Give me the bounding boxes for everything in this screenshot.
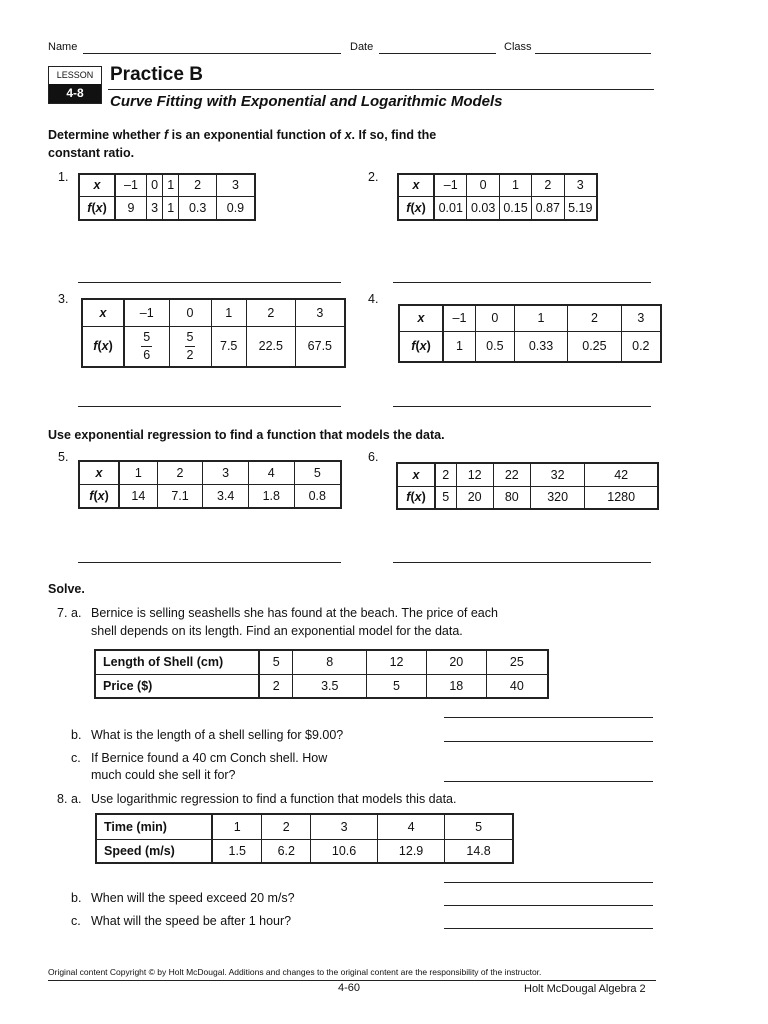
fx-header: f(x) (79, 484, 119, 508)
table-cell: 12 (456, 463, 493, 486)
answer-line-3[interactable] (78, 406, 341, 407)
page-title: Practice B (110, 64, 203, 85)
problem-8-table (95, 813, 514, 864)
table-cell: 20 (426, 650, 486, 674)
table-cell: 3 (564, 174, 597, 196)
table-cell: 4 (378, 814, 445, 839)
page-subtitle: Curve Fitting with Exponential and Logarithmic Models (110, 93, 503, 110)
table-cell: –1 (443, 305, 475, 331)
table-cell: 25 (486, 650, 548, 674)
table-cell: 0 (169, 299, 211, 326)
answer-line-8c[interactable] (444, 928, 653, 929)
problem-1-table (78, 173, 256, 221)
table-cell: 14 (119, 484, 157, 508)
table-cell: 40 (486, 674, 548, 698)
x-header: x (79, 174, 115, 196)
table-cell: 0.87 (532, 196, 564, 220)
table-cell: 2 (246, 299, 295, 326)
problem-8a-label: a. (71, 792, 82, 806)
section1-instruction-line2: constant ratio. (48, 146, 135, 160)
table-cell: 12 (367, 650, 427, 674)
copyright-text: Original content Copyright © by Holt McDougal. Additions and changes to the original content are the responsibility of the instructor. (48, 967, 542, 977)
table-cell: 80 (493, 486, 530, 509)
problem-1-number: 1. (58, 170, 69, 184)
answer-line-7a[interactable] (444, 717, 653, 718)
row-header: Price ($) (95, 674, 259, 698)
table-cell: 2 (532, 174, 564, 196)
table-cell: 67.5 (295, 326, 345, 367)
table-cell: 0.5 (475, 331, 514, 362)
table-cell: 20 (456, 486, 493, 509)
table-cell: 0 (146, 174, 162, 196)
table-cell: 1 (119, 461, 157, 484)
table-cell: 32 (530, 463, 585, 486)
problem-6-table (396, 462, 659, 510)
table-cell: 1.5 (212, 839, 262, 863)
problem-3-number: 3. (58, 292, 69, 306)
section1-instruction-line1: Determine whether f is an exponential function of x. If so, find the (48, 128, 437, 142)
section3-heading: Solve. (48, 582, 85, 596)
table-cell: 18 (426, 674, 486, 698)
table-cell: 1 (163, 174, 179, 196)
lesson-badge (48, 66, 102, 104)
table-cell: 14.8 (445, 839, 513, 863)
fraction: $\frac{5}{6}$ (143, 330, 151, 362)
problem-7a-text-line1: Bernice is selling seashells she has found at the beach. The price of each (91, 606, 498, 620)
table-cell: 2 (568, 305, 621, 331)
page-number: 4-60 (338, 982, 361, 994)
table-cell: 22.5 (246, 326, 295, 367)
table-cell: 0.8 (294, 484, 341, 508)
lesson-number: 4-8 (49, 84, 101, 103)
x-header: x (82, 299, 124, 326)
table-cell: 42 (585, 463, 658, 486)
table-cell: 2 (179, 174, 217, 196)
table-cell: 3 (295, 299, 345, 326)
name-label: Name (48, 41, 78, 53)
table-cell: 3 (216, 174, 255, 196)
table-cell: 1 (163, 196, 179, 220)
table-cell: 0 (475, 305, 514, 331)
title-rule (108, 89, 654, 90)
problem-7b-text: What is the length of a shell selling for $9.00? (91, 728, 344, 742)
problem-7c-text-line2: much could she sell it for? (91, 768, 236, 782)
problem-6-number: 6. (368, 450, 379, 464)
table-cell: 1 (443, 331, 475, 362)
fx-header: f(x) (399, 331, 443, 362)
table-cell: 8 (293, 650, 367, 674)
table-cell: 2 (262, 814, 311, 839)
table-cell: 9 (115, 196, 146, 220)
fraction: $\frac{5}{2}$ (186, 330, 194, 362)
problem-2-table (397, 173, 598, 221)
table-cell: 5 (445, 814, 513, 839)
class-label: Class (504, 41, 532, 53)
table-cell: –1 (115, 174, 146, 196)
problem-8c-text: What will the speed be after 1 hour? (91, 914, 292, 928)
table-cell: 3 (621, 305, 661, 331)
book-title: Holt McDougal Algebra 2 (524, 983, 646, 995)
table-cell: 5 (294, 461, 341, 484)
row-header: Time (min) (96, 814, 212, 839)
table-cell: 1280 (585, 486, 658, 509)
table-cell: 3 (311, 814, 378, 839)
table-cell: 2 (259, 674, 293, 698)
table-cell: 3.4 (203, 484, 249, 508)
row-header: Speed (m/s) (96, 839, 212, 863)
table-cell: 10.6 (311, 839, 378, 863)
fx-header: f(x) (398, 196, 434, 220)
table-cell: 1 (212, 814, 262, 839)
problem-8b-text: When will the speed exceed 20 m/s? (91, 891, 295, 905)
table-cell: 3 (203, 461, 249, 484)
class-field[interactable] (535, 53, 651, 54)
problem-4-number: 4. (368, 292, 379, 306)
problem-7a-label: a. (71, 606, 82, 620)
table-cell: 7.1 (157, 484, 203, 508)
table-cell: 5 (367, 674, 427, 698)
problem-7a-text-line2: shell depends on its length. Find an exponential model for the data. (91, 624, 463, 638)
answer-line-4[interactable] (393, 406, 651, 407)
problem-8c-label: c. (71, 914, 81, 928)
table-cell: 4 (248, 461, 294, 484)
table-cell: 2 (157, 461, 203, 484)
table-cell: 0.25 (568, 331, 621, 362)
footer-rule (48, 980, 656, 981)
answer-line-5[interactable] (78, 562, 341, 563)
table-cell: 5.19 (564, 196, 597, 220)
table-cell: 5 (435, 486, 456, 509)
problem-4-table (398, 304, 662, 363)
problem-7c-label: c. (71, 751, 81, 765)
table-cell: 0.33 (514, 331, 567, 362)
x-header: x (398, 174, 434, 196)
table-cell: 0.9 (216, 196, 255, 220)
table-cell: 1.8 (248, 484, 294, 508)
table-cell: 7.5 (211, 326, 246, 367)
table-cell: 1 (514, 305, 567, 331)
problem-5-table (78, 460, 342, 509)
table-cell: –1 (124, 299, 169, 326)
answer-line-1[interactable] (78, 282, 341, 283)
problem-7-table (94, 649, 549, 699)
table-cell: 2 (435, 463, 456, 486)
x-header: x (399, 305, 443, 331)
table-cell: 0.03 (467, 196, 499, 220)
table-cell: 0.15 (499, 196, 531, 220)
problem-8-number: 8. (57, 792, 68, 806)
answer-line-7b[interactable] (444, 741, 653, 742)
x-header: x (79, 461, 119, 484)
table-cell (124, 326, 169, 367)
section2-instruction: Use exponential regression to find a function that models the data. (48, 428, 445, 442)
problem-2-number: 2. (368, 170, 379, 184)
lesson-label: LESSON (56, 70, 94, 80)
table-cell: 6.2 (262, 839, 311, 863)
table-cell: 0.3 (179, 196, 217, 220)
fx-header: f(x) (79, 196, 115, 220)
problem-5-number: 5. (58, 450, 69, 464)
table-cell: 0.01 (434, 196, 467, 220)
answer-line-2[interactable] (393, 282, 651, 283)
name-field[interactable] (83, 53, 341, 54)
table-cell: 12.9 (378, 839, 445, 863)
row-header: Length of Shell (cm) (95, 650, 259, 674)
problem-8b-label: b. (71, 891, 82, 905)
table-cell (169, 326, 211, 367)
answer-line-6[interactable] (393, 562, 651, 563)
table-cell: 0.2 (621, 331, 661, 362)
table-cell: 3.5 (293, 674, 367, 698)
problem-7-number: 7. (57, 606, 68, 620)
answer-line-7c[interactable] (444, 781, 653, 782)
x-header: x (397, 463, 435, 486)
date-label: Date (350, 41, 374, 53)
fx-header: f(x) (82, 326, 124, 367)
table-cell: 22 (493, 463, 530, 486)
problem-7c-text-line1: If Bernice found a 40 cm Conch shell. How (91, 751, 328, 765)
fx-header: f(x) (397, 486, 435, 509)
answer-line-8a[interactable] (444, 882, 653, 883)
table-cell: 0 (467, 174, 499, 196)
problem-7b-label: b. (71, 728, 82, 742)
table-cell: 1 (211, 299, 246, 326)
table-cell: 320 (530, 486, 585, 509)
table-cell: –1 (434, 174, 467, 196)
table-cell: 1 (499, 174, 531, 196)
answer-line-8b[interactable] (444, 905, 653, 906)
date-field[interactable] (379, 53, 496, 54)
problem-8a-text: Use logarithmic regression to find a function that models this data. (91, 792, 457, 806)
problem-3-table (81, 298, 346, 368)
table-cell: 5 (259, 650, 293, 674)
table-cell: 3 (146, 196, 162, 220)
